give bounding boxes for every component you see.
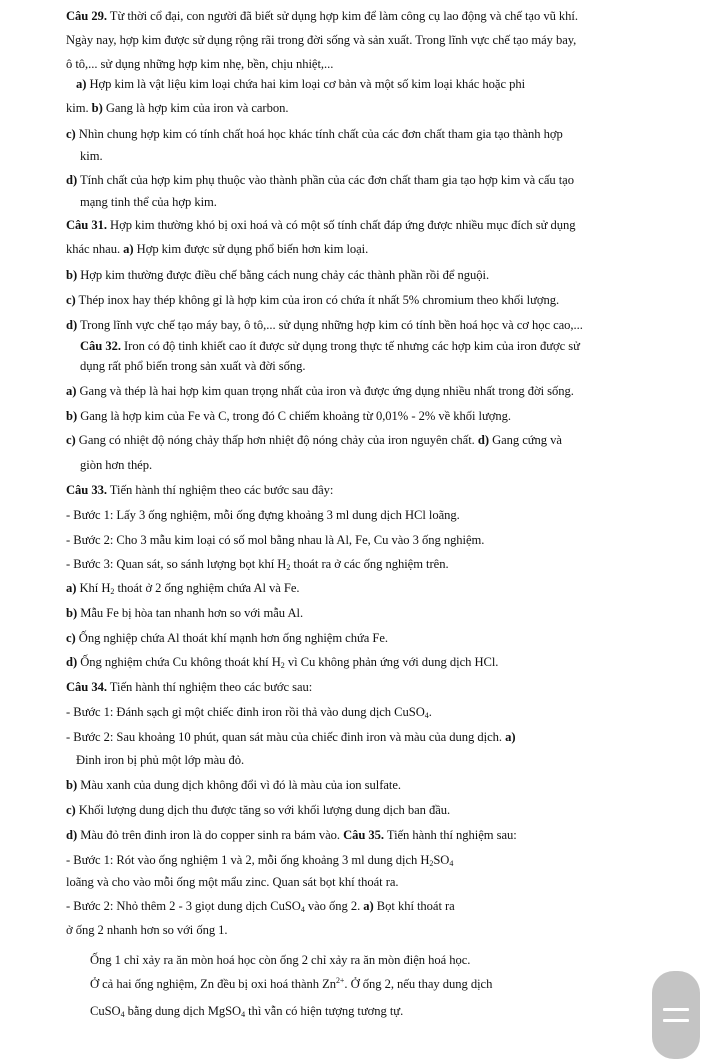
- bold-text: a): [123, 242, 134, 256]
- line-text: Iron có độ tinh khiết cao ít được sử dụng trong thực tế nhưng các hợp kim của iron được sử: [120, 339, 580, 353]
- text-line: [66, 898, 455, 914]
- line-text: ô tô,... sử dụng những hợp kim nhẹ, bền, chịu nhiệt,...: [66, 57, 334, 71]
- text-line: [66, 126, 563, 142]
- bold-text: a): [363, 899, 374, 913]
- sub-text: 2: [110, 587, 115, 596]
- line-text: - Bước 1: Rót vào ống nghiệm 1 và 2, mỗi ống khoảng 3 ml dung dịch H: [66, 853, 430, 867]
- line-text: Ống 1 chỉ xảy ra ăn mòn hoá học còn ống 2 chỉ xảy ra ăn mòn điện hoá học.: [90, 953, 471, 967]
- line-text: Ở cả hai ống nghiệm, Zn đều bị oxi hoá thành Zn: [90, 977, 336, 991]
- line-text: . Ở ống 2, nếu thay dung dịch: [344, 977, 493, 991]
- line-text: Hợp kim thường được điều chế bằng cách nung chảy các thành phần rồi để nguội.: [77, 268, 490, 282]
- line-text: Nhìn chung hợp kim có tính chất hoá học khác tính chất của các đơn chất tham gia tạo thành hợp: [75, 127, 563, 141]
- line-text: thì vẫn có hiện tượng tương tự.: [245, 1004, 404, 1018]
- sub-text: 2: [280, 661, 285, 670]
- line-text: .: [428, 705, 432, 719]
- bold-text: d): [477, 433, 489, 447]
- text-line: [66, 8, 578, 24]
- sub-text: 4: [300, 905, 305, 914]
- sub-text: 4: [241, 1010, 246, 1019]
- line-text: Gang cứng và: [488, 433, 562, 447]
- text-line: [66, 729, 515, 745]
- bold-text: b): [91, 101, 103, 115]
- text-line: [66, 383, 574, 399]
- text-line: [66, 777, 401, 793]
- text-line: [80, 338, 580, 354]
- text-line: [66, 874, 399, 890]
- text-line: [90, 952, 470, 968]
- text-line: [66, 580, 300, 596]
- line-text: bằng dung dịch MgSO: [124, 1004, 242, 1018]
- line-text: kim.: [66, 101, 92, 115]
- bold-text: Câu 35.: [343, 828, 384, 842]
- text-line: [80, 194, 217, 210]
- text-line: [66, 56, 333, 72]
- bold-text: a): [505, 730, 516, 744]
- line-text: Ngày nay, hợp kim được sử dụng rộng rãi trong đời sống và sản xuất. Trong lĩnh vực chế tạo máy bay,: [66, 33, 577, 47]
- bold-text: b): [66, 268, 78, 282]
- text-line: [66, 679, 312, 695]
- line-text: giòn hơn thép.: [80, 458, 153, 472]
- text-line: [66, 630, 388, 646]
- text-line: [76, 76, 525, 92]
- line-text: kim.: [80, 149, 103, 163]
- text-line: [66, 100, 288, 116]
- line-text: - Bước 2: Cho 3 mẫu kim loại có số mol bằng nhau là Al, Fe, Cu vào 3 ống nghiệm.: [66, 533, 485, 547]
- line-text: Khí H: [76, 581, 111, 595]
- line-text: Đinh iron bị phủ một lớp màu đỏ.: [76, 753, 245, 767]
- bold-text: c): [66, 293, 76, 307]
- line-text: vào ống 2.: [304, 899, 364, 913]
- text-line: [66, 172, 574, 188]
- line-text: thoát ở 2 ống nghiệm chứa Al và Fe.: [114, 581, 300, 595]
- line-text: Ống nghiệm chứa Cu không thoát khí H: [77, 655, 281, 669]
- sub-text: 4: [120, 1010, 125, 1019]
- line-text: Hợp kim là vật liệu kim loại chứa hai kim loại cơ bản và một số kim loại khác hoặc phi: [86, 77, 526, 91]
- text-line: [66, 704, 432, 720]
- line-text: - Bước 1: Đánh sạch gỉ một chiếc đinh iron rồi thả vào dung dịch CuSO: [66, 705, 425, 719]
- line-text: Gang và thép là hai hợp kim quan trọng nhất của iron và được ứng dụng nhiều nhất trong đời sống.: [76, 384, 574, 398]
- line-text: Trong lĩnh vực chế tạo máy bay, ô tô,... sử dụng những hợp kim có tính bền hoá học và cơ học cao,...: [77, 318, 583, 332]
- text-line: [90, 1003, 403, 1019]
- line-text: Tính chất của hợp kim phụ thuộc vào thành phần của các đơn chất tham gia tạo hợp kim và cấu tạo: [77, 173, 574, 187]
- text-line: [90, 976, 492, 992]
- text-line: [66, 922, 228, 938]
- line-text: Tiến hành thí nghiệm sau:: [384, 828, 517, 842]
- line-text: - Bước 2: Sau khoảng 10 phút, quan sát màu của chiếc đinh iron và màu của dung dịch.: [66, 730, 506, 744]
- line-text: Tiến hành thí nghiệm theo các bước sau:: [106, 680, 313, 694]
- line-text: vì Cu không phản ứng với dung dịch HCl.: [284, 655, 499, 669]
- menu-line-icon: [663, 1019, 689, 1022]
- text-line: [76, 752, 244, 768]
- line-text: Khối lượng dung dịch thu được tăng so với khối lượng dung dịch ban đầu.: [75, 803, 451, 817]
- line-text: Mẫu Fe bị hòa tan nhanh hơn so với mẫu Al.: [77, 606, 304, 620]
- text-line: [66, 482, 333, 498]
- sub-text: 4: [424, 711, 429, 720]
- bold-text: d): [66, 828, 78, 842]
- bold-text: b): [66, 409, 78, 423]
- line-text: Màu xanh của dung dịch không đổi vì đó là màu của ion sulfate.: [77, 778, 401, 792]
- text-line: [66, 827, 517, 843]
- text-line: [66, 852, 453, 868]
- text-line: [66, 317, 583, 333]
- line-text: - Bước 1: Lấy 3 ống nghiệm, mỗi ống đựng khoảng 3 ml dung dịch HCl loãng.: [66, 508, 460, 522]
- line-text: SO: [433, 853, 450, 867]
- line-text: Gang là hợp kim của Fe và C, trong đó C chiếm khoảng từ 0,01% - 2% về khối lượng.: [77, 409, 511, 423]
- bold-text: d): [66, 655, 78, 669]
- line-text: mạng tinh thể của hợp kim.: [80, 195, 217, 209]
- text-line: [66, 241, 368, 257]
- text-line: [80, 457, 152, 473]
- bold-text: d): [66, 318, 78, 332]
- line-text: ở ống 2 nhanh hơn so với ống 1.: [66, 923, 228, 937]
- bold-text: Câu 32.: [80, 339, 121, 353]
- line-text: Hợp kim thường khó bị oxi hoá và có một số tính chất đáp ứng được nhiều mục đích sử dụng: [106, 218, 576, 232]
- bold-text: c): [66, 803, 76, 817]
- bold-text: Câu 34.: [66, 680, 107, 694]
- line-text: loãng và cho vào mỗi ống một mẩu zinc. Quan sát bọt khí thoát ra.: [66, 875, 399, 889]
- line-text: Từ thời cổ đại, con người đã biết sử dụng hợp kim để làm công cụ lao động và chế tạo vũ khí.: [106, 9, 578, 23]
- line-text: Tiến hành thí nghiệm theo các bước sau đây:: [106, 483, 334, 497]
- text-line: [66, 432, 562, 448]
- menu-line-icon: [663, 1008, 689, 1011]
- bold-text: c): [66, 433, 76, 447]
- bold-text: a): [66, 581, 77, 595]
- text-line: [66, 292, 559, 308]
- text-line: [66, 217, 575, 233]
- bold-text: c): [66, 127, 76, 141]
- text-line: [66, 654, 498, 670]
- text-line: [80, 148, 103, 164]
- text-line: [66, 267, 489, 283]
- line-text: Bọt khí thoát ra: [373, 899, 455, 913]
- text-line: [66, 556, 449, 572]
- line-text: Gang là hợp kim của iron và carbon.: [102, 101, 289, 115]
- sup-text: 2+: [335, 976, 345, 985]
- scroll-menu-button[interactable]: [652, 971, 700, 1059]
- bold-text: b): [66, 778, 78, 792]
- line-text: Màu đỏ trên đinh iron là do copper sinh ra bám vào.: [77, 828, 344, 842]
- sub-text: 2: [429, 859, 434, 868]
- line-text: thoát ra ở các ống nghiệm trên.: [290, 557, 449, 571]
- line-text: Thép inox hay thép không gỉ là hợp kim của iron có chứa ít nhất 5% chromium theo khối lượng.: [75, 293, 560, 307]
- bold-text: Câu 33.: [66, 483, 107, 497]
- text-line: [66, 507, 460, 523]
- bold-text: Câu 29.: [66, 9, 107, 23]
- bold-text: c): [66, 631, 76, 645]
- line-text: dụng rất phổ biến trong sản xuất và đời sống.: [80, 359, 306, 373]
- line-text: - Bước 3: Quan sát, so sánh lượng bọt khí H: [66, 557, 287, 571]
- sub-text: 4: [449, 859, 454, 868]
- text-line: [66, 605, 303, 621]
- bold-text: a): [66, 384, 77, 398]
- bold-text: Câu 31.: [66, 218, 107, 232]
- text-line: [66, 408, 511, 424]
- bold-text: d): [66, 173, 78, 187]
- sub-text: 2: [286, 563, 291, 572]
- text-line: [66, 532, 484, 548]
- line-text: Gang có nhiệt độ nóng chảy thấp hơn nhiệt độ nóng chảy của iron nguyên chất.: [75, 433, 478, 447]
- line-text: CuSO: [90, 1004, 121, 1018]
- text-line: [80, 358, 305, 374]
- bold-text: a): [76, 77, 87, 91]
- line-text: Ống nghiệp chứa Al thoát khí mạnh hơn ống nghiệm chứa Fe.: [75, 631, 388, 645]
- text-line: [66, 32, 576, 48]
- line-text: khác nhau.: [66, 242, 124, 256]
- line-text: - Bước 2: Nhỏ thêm 2 - 3 giọt dung dịch CuSO: [66, 899, 301, 913]
- line-text: Hợp kim được sử dụng phổ biến hơn kim loại.: [133, 242, 369, 256]
- text-line: [66, 802, 450, 818]
- bold-text: b): [66, 606, 78, 620]
